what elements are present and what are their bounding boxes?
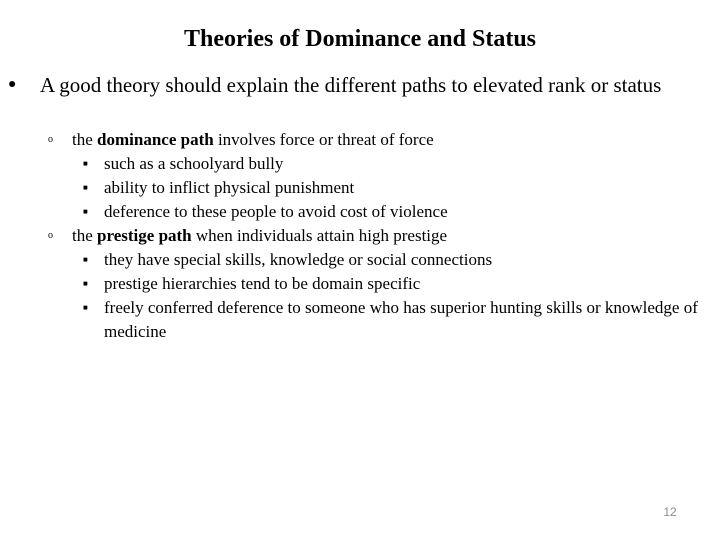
page-number: 12	[663, 505, 677, 519]
prestige-subpoint	[83, 272, 704, 296]
prestige-subpoint	[83, 296, 704, 344]
prestige-subpoint-text: they have special skills, knowledge or social connections	[104, 250, 493, 269]
main-bullet-text: A good theory should explain the different paths to elevated rank or status	[40, 73, 662, 97]
dominance-subpoint-text: ability to inflict physical punishment	[104, 178, 355, 197]
slide-title: Theories of Dominance and Status	[183, 26, 537, 52]
round-bullet-icon: ●	[8, 77, 17, 92]
prestige-subpoint	[83, 248, 704, 272]
dominance-prefix: the	[72, 130, 98, 149]
prestige-suffix: when individuals attain high prestige	[191, 226, 448, 245]
square-bullet-icon: ■	[83, 303, 88, 312]
square-bullet-icon: ■	[83, 207, 88, 216]
dominance-subpoint	[83, 200, 704, 224]
square-bullet-icon: ■	[83, 279, 88, 288]
dominance-suffix: involves force or threat of force	[213, 130, 434, 149]
dominance-subpoint-text: such as a schoolyard bully	[104, 154, 284, 173]
dominance-subpoint-text: deference to these people to avoid cost of violence	[104, 202, 448, 221]
square-bullet-icon: ■	[83, 183, 88, 192]
square-bullet-icon: ■	[83, 255, 88, 264]
prestige-term: prestige path	[97, 226, 192, 245]
prestige-prefix: the	[72, 226, 98, 245]
hollow-circle-bullet-icon: o	[48, 134, 53, 145]
dominance-term: dominance path	[97, 130, 214, 149]
dominance-bullet	[48, 128, 434, 152]
dominance-subpoint	[83, 152, 704, 176]
main-bullet	[8, 72, 700, 98]
prestige-subpoint-text: prestige hierarchies tend to be domain specific	[104, 274, 421, 293]
prestige-bullet	[48, 224, 448, 248]
hollow-circle-bullet-icon: o	[48, 230, 53, 241]
square-bullet-icon: ■	[83, 159, 88, 168]
prestige-subpoint-text: freely conferred deference to someone who has superior hunting skills or knowledge of medicine	[104, 298, 698, 341]
dominance-subpoint	[83, 176, 704, 200]
